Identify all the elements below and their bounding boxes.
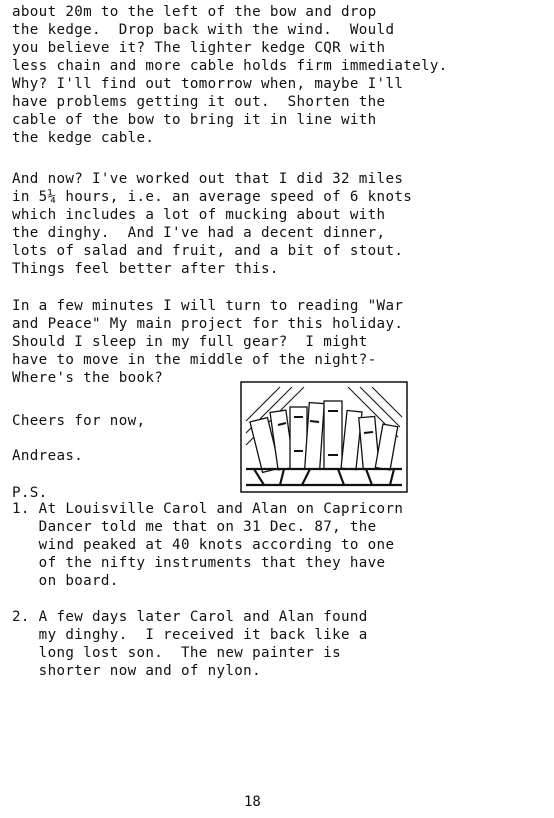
text-line: the kedge cable. (12, 130, 155, 146)
text-line: long lost son. The new painter is (12, 645, 341, 661)
text-line: 1. At Louisville Carol and Alan on Capricorn (12, 501, 404, 517)
text-line: which includes a lot of mucking about with (12, 207, 386, 223)
text-line: shorter now and of nylon. (12, 663, 261, 679)
text-line: Things feel better after this. (12, 261, 279, 277)
text-line: and Peace" My main project for this holiday. (12, 316, 404, 332)
text-line: Should I sleep in my full gear? I might (12, 334, 368, 350)
text-line: wind peaked at 40 knots according to one (12, 537, 395, 553)
ps-label: P.S. (12, 485, 48, 501)
text-line: cable of the bow to bring it in line with (12, 112, 377, 128)
text-line: the dinghy. And I've had a decent dinner, (12, 225, 386, 241)
text-line: In a few minutes I will turn to reading "War (12, 298, 404, 314)
text-line: Dancer told me that on 31 Dec. 87, the (12, 519, 377, 535)
text-line: have to move in the middle of the night?- (12, 352, 377, 368)
text-line: the kedge. Drop back with the wind. Would (12, 22, 395, 38)
text-line: of the nifty instruments that they have (12, 555, 386, 571)
text-line: 2. A few days later Carol and Alan found (12, 609, 368, 625)
text-line: about 20m to the left of the bow and drop (12, 4, 377, 20)
text-line: Where's the book? (12, 370, 164, 386)
closing-line: Cheers for now, (12, 413, 146, 429)
text-line: And now? I've worked out that I did 32 miles (12, 171, 404, 187)
text-line: on board. (12, 573, 119, 589)
text-line: my dinghy. I received it back like a (12, 627, 368, 643)
text-line: lots of salad and fruit, and a bit of stout. (12, 243, 404, 259)
text-line: in 5¼ hours, i.e. an average speed of 6 knots (12, 189, 413, 205)
text-line: you believe it? The lighter kedge CQR with (12, 40, 386, 56)
text-line: Why? I'll find out tomorrow when, maybe I'll (12, 76, 404, 92)
signature: Andreas. (12, 448, 84, 464)
text-line: have problems getting it out. Shorten the (12, 94, 386, 110)
bookshelf-illustration (240, 381, 408, 493)
page-number: 18 (244, 794, 261, 810)
text-line: less chain and more cable holds firm immediately. (12, 58, 448, 74)
